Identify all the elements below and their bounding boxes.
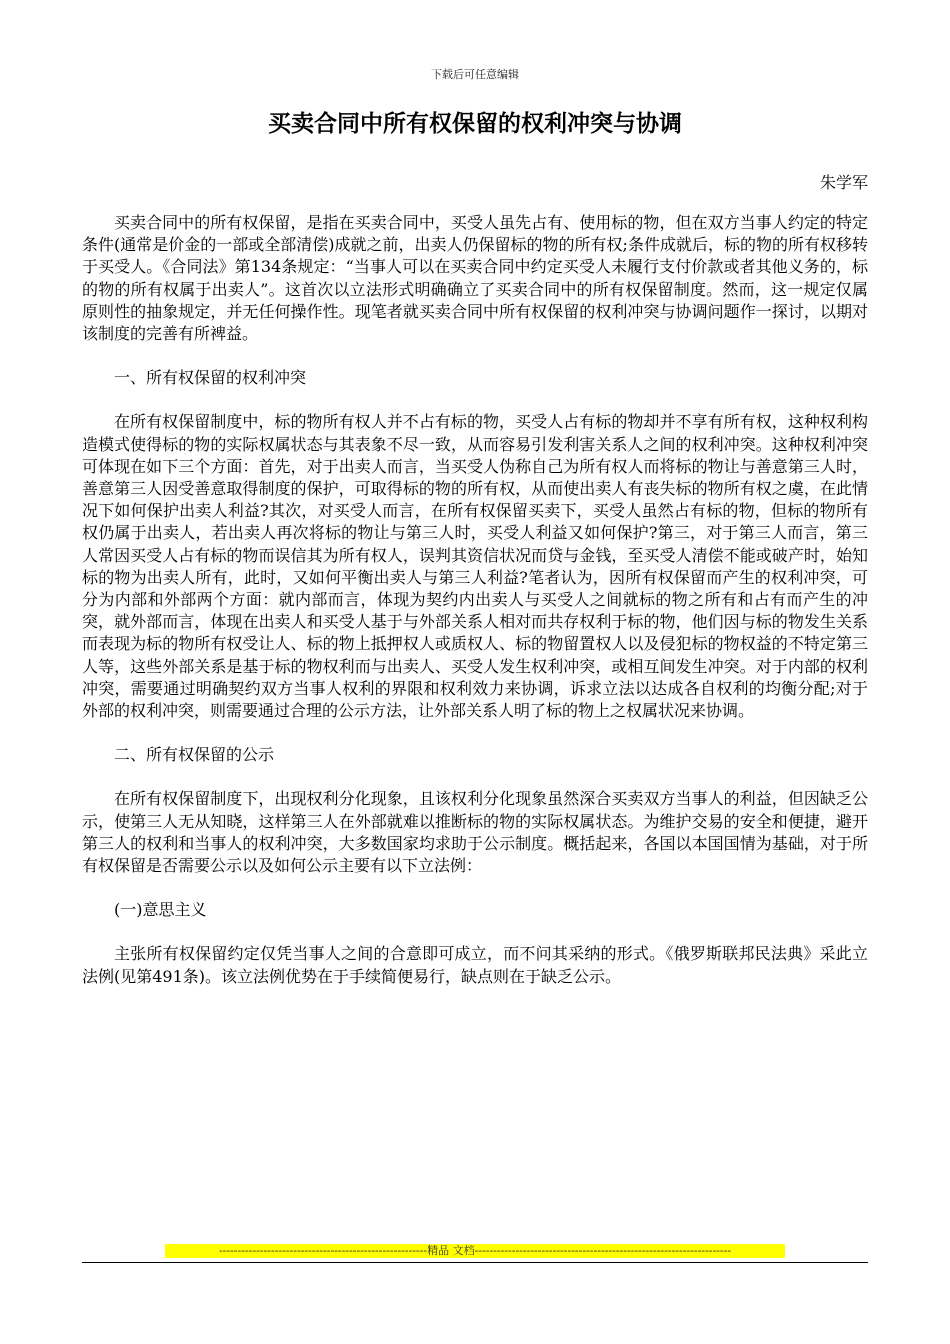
document-title: 买卖合同中所有权保留的权利冲突与协调 — [268, 110, 682, 137]
author-name: 朱学军 — [819, 173, 868, 192]
paragraph-intro: 买卖合同中的所有权保留，是指在买卖合同中，买受人虽先占有、使用标的物，但在双方当事人约定的特定条件(通常是价金的一部或全部清偿)成就之前，出卖人仍保留标的物的所有权;条件成就后，标的物的所有权移转于买受人。《合同法》第134条规定：“当事人可以在买卖合同中约定买受人未履行支付价款或者其他义务的，标的物的所有权属于出卖人”。这首次以立法形式明确确立了买卖合同中的所有权保留制度。然而，这一规定仅属原则性的抽象规定，并无任何操作性。现笔者就买卖合同中所有权保留的权利冲突与协调问题作一探讨，以期对该制度的完善有所裨益。 — [82, 213, 868, 344]
section-heading-1: 一、所有权保留的权利冲突 — [114, 368, 307, 388]
paragraph-rights-conflict: 在所有权保留制度中，标的物所有权人并不占有标的物，买受人占有标的物却并不享有所有权，这种权利构造模式使得标的物的实际权属状态与其表象不尽一致，从而容易引发利害关系人之间的权利冲突。这种权利冲突可体现在如下三个方面：首先，对于出卖人而言，当买受人伪称自己为所有权人而将标的物让与善意第三人时，善意第三人因受善意取得制度的保护，可取得标的物的所有权，从而使出卖人有丧失标的物所有权之虞，在此情况下如何保护出卖人利益?其次，对买受人而言，在所有权保留买卖下，买受人虽然占有标的物，但标的物所有权仍属于出卖人，若出卖人再次将标的物让与第三人时，买受人利益又如何保护?第三，对于第三人而言，第三人常因买受人占有标的物而误信其为所有权人，误判其资信状况而贷与金钱，至买受人清偿不能或破产时，始知标的物为出卖人所有，此时，又如何平衡出卖人与第三人利益?笔者认为，因所有权保留而产生的权利冲突，可分为内部和外部两个方面：就内部而言，体现为契约内出卖人与买受人之间就标的物之所有和占有而产生的冲突，就外部而言，体现在出卖人和买受人基于与外部关系人相对而共存权利于标的物，他们因与标的物发生关系而表现为标的物所有权受让人、标的物上抵押权人或质权人、标的物留置权人以及侵犯标的物权益的不特定第三人等，这些外部关系是基于标的物权利而与出卖人、买受人发生权利冲突，或相互间发生冲突。对于内部的权利冲突，需要通过明确契约双方当事人权利的界限和权利效力来协调，诉求立法以达成各自权利的均衡分配;对于外部的权利冲突，则需要通过合理的公示方法，让外部关系人明了标的物上之权属状况来协调。 — [82, 412, 868, 721]
paragraph-publicity: 在所有权保留制度下，出现权利分化现象，且该权利分化现象虽然深合买卖双方当事人的利益，但因缺乏公示，使第三人无从知晓，这样第三人在外部就难以推断标的物的实际权属状态。为维护交易的安全和便捷，避开第三人的权利和当事人的权利冲突，大多数国家均求助于公示制度。概括起来，各国以本国国情为基础，对于所有权保留是否需要公示以及如何公示主要有以下立法例： — [82, 789, 868, 876]
document-body — [82, 212, 868, 1010]
subsection-heading-1: (一)意思主义 — [114, 900, 207, 920]
section-heading-2: 二、所有权保留的公示 — [114, 745, 275, 765]
footer-banner: --------------------------------------------------------精品 文档--------------------------------------------------------------------- — [165, 1244, 785, 1258]
footer-divider — [82, 1262, 868, 1263]
header-note: 下载后可任意编辑 — [431, 68, 519, 81]
paragraph-intention-doctrine: 主张所有权保留约定仅凭当事人之间的合意即可成立，而不问其采纳的形式。《俄罗斯联邦民法典》采此立法例(见第491条)。该立法例优势在于手续简便易行，缺点则在于缺乏公示。 — [82, 944, 868, 986]
